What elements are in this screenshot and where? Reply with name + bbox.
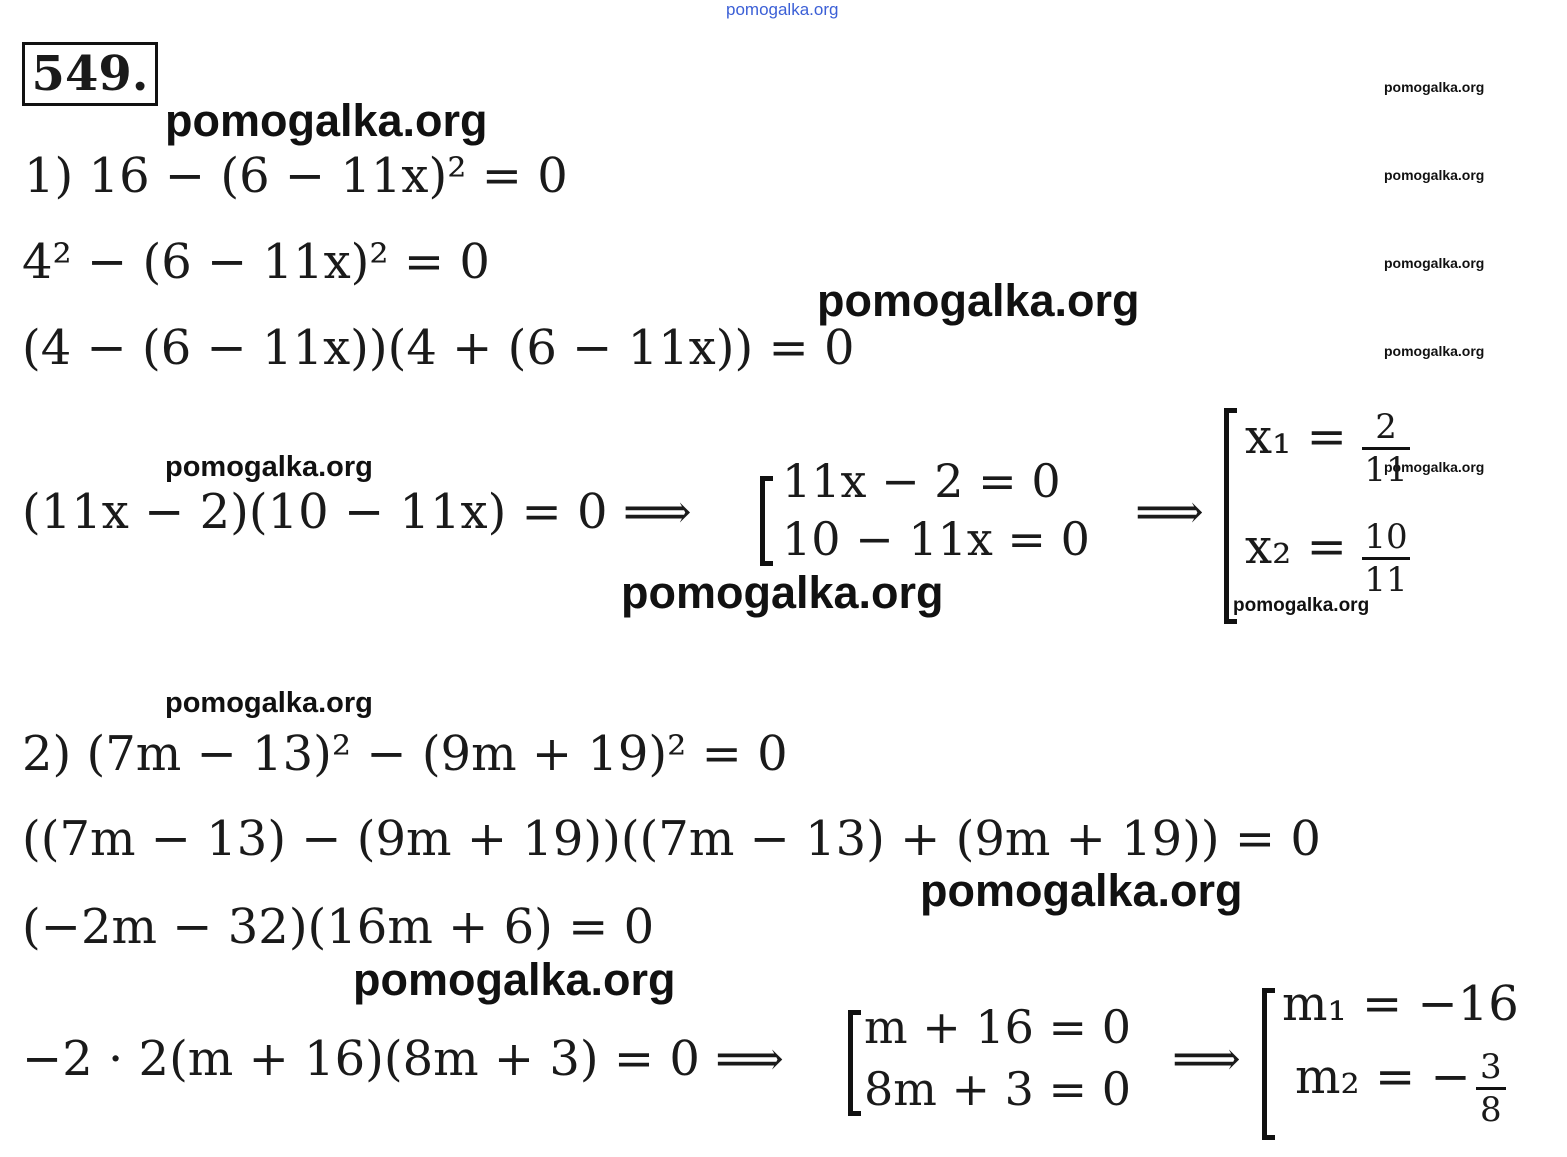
part1-system-eq1: 11x − 2 = 0 [782, 454, 1061, 508]
watermark: pomogalka.org [621, 567, 944, 618]
part2-root1: m₁ = −16 [1282, 976, 1519, 1032]
part2-system [864, 1000, 1131, 1116]
part1-system [782, 454, 1090, 566]
watermark: pomogalka.org [165, 687, 373, 719]
part1-root2 [1245, 517, 1410, 600]
part1-root1-numerator: 2 [1375, 407, 1397, 447]
part1-system-bracket [760, 476, 773, 566]
part1-root2-lhs: x₂ = [1245, 519, 1363, 575]
watermark-top: pomogalka.org [726, 0, 839, 19]
part2-root2-lhs: m₂ = − [1295, 1049, 1471, 1105]
problem-number: 549. [22, 42, 158, 106]
part2-roots-bracket [1262, 988, 1275, 1140]
part2-root2-fraction [1476, 1047, 1506, 1130]
watermark: pomogalka.org [165, 95, 488, 146]
part1-root2-fraction [1362, 517, 1410, 600]
part1-equation-line3: (4 − (6 − 11x))(4 + (6 − 11x)) = 0 [22, 320, 855, 376]
part1-root2-denominator: 11 [1364, 560, 1408, 600]
part2-root2 [1295, 1047, 1506, 1130]
part2-system-bracket [848, 1010, 861, 1116]
watermark: pomogalka.org [920, 865, 1243, 916]
part2-equation-line1: 2) (7m − 13)² − (9m + 19)² = 0 [22, 726, 788, 782]
part2-equation-line3: (−2m − 32)(16m + 6) = 0 [22, 899, 655, 955]
part1-roots-bracket [1224, 408, 1237, 624]
part1-system-eq2: 10 − 11x = 0 [782, 512, 1090, 566]
watermark: pomogalka.org [165, 451, 373, 483]
watermark: pomogalka.org [1384, 343, 1485, 359]
watermark: pomogalka.org [1384, 167, 1485, 183]
part2-arrow: ⟹ [1172, 1031, 1241, 1087]
part2-root2-numerator: 3 [1479, 1047, 1502, 1087]
part2-equation-line2: ((7m − 13) − (9m + 19))((7m − 13) + (9m + 19)) = 0 [22, 811, 1321, 867]
watermark: pomogalka.org [817, 275, 1140, 326]
watermark: pomogalka.org [353, 954, 676, 1005]
watermark: pomogalka.org [1384, 79, 1485, 95]
part1-equation-line2: 4² − (6 − 11x)² = 0 [22, 234, 490, 290]
watermark: pomogalka.org [1384, 255, 1485, 271]
part2-equation-line4: −2 · 2(m + 16)(8m + 3) = 0 ⟹ [22, 1031, 784, 1087]
watermark: pomogalka.org [1384, 459, 1485, 475]
part1-root1-lhs: x₁ = [1245, 409, 1363, 465]
part2-system-eq2: 8m + 3 = 0 [864, 1062, 1131, 1116]
part1-root2-numerator: 10 [1364, 517, 1408, 557]
part1-arrow: ⟹ [1135, 484, 1204, 540]
part1-root1-denominator: 11 [1364, 450, 1408, 490]
part1-equation-line4: (11x − 2)(10 − 11x) = 0 ⟹ [22, 484, 692, 540]
part2-system-eq1: m + 16 = 0 [864, 1000, 1131, 1054]
part1-root1 [1245, 407, 1410, 490]
watermark: pomogalka.org [1233, 595, 1370, 616]
part2-root2-denominator: 8 [1479, 1090, 1502, 1130]
part1-root1-fraction [1362, 407, 1410, 490]
part1-equation-line1: 1) 16 − (6 − 11x)² = 0 [24, 148, 568, 204]
